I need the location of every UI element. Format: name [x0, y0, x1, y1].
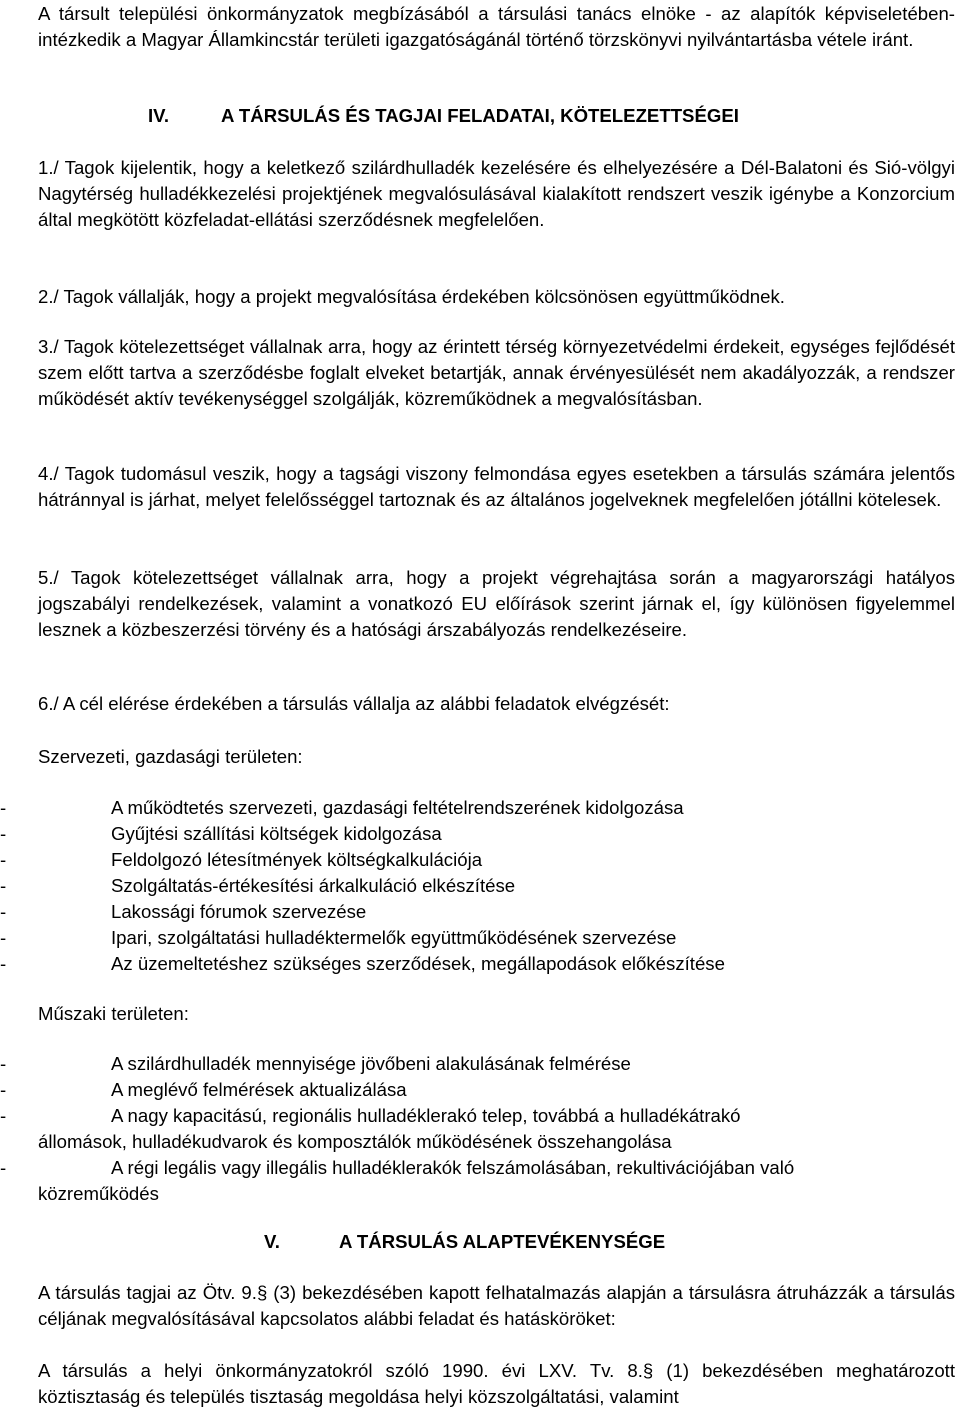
list-item-text: A régi legális vagy illegális hulladéklerakók felszámolásában, rekultivációjában való	[111, 1157, 795, 1178]
list-item-text: Feldolgozó létesítmények költségkalkulációja	[111, 849, 483, 870]
organizational-task-list	[0, 795, 960, 977]
list-item-text: A működtetés szervezeti, gazdasági feltételrendszerének kidolgozása	[111, 797, 684, 818]
list-item	[0, 795, 960, 821]
list-dash: -	[0, 875, 7, 896]
paragraph-1: 1./ Tagok kijelentik, hogy a keletkező szilárdhulladék kezelésére és elhelyezésére a Dél-Balatoni és Sió-völgyi Nagytérség hulladékkezelési projektjének megvalósulásával kialakított rendszert veszik igénybe a Konzorcium által megkötött közfeladat-ellátási szerződésnek megfelelően.	[38, 157, 955, 230]
paragraph-6: 6./ A cél elérése érdekében a társulás vállalja az alábbi feladatok elvégzését:	[38, 693, 670, 714]
list-item	[0, 951, 960, 977]
list-item-text: Lakossági fórumok szervezése	[111, 901, 367, 922]
list-item-text: A meglévő felmérések aktualizálása	[111, 1079, 407, 1100]
list-dash: -	[0, 927, 7, 948]
list-item	[0, 899, 960, 925]
closing-paragraph-1: A társulás tagjai az Ötv. 9.§ (3) bekezdésében kapott felhatalmazás alapján a társulásra átruházzák a társulás céljának megvalósításával kapcsolatos alábbi feladat és hatásköröket:	[38, 1282, 955, 1329]
list-item-text: A szilárdhulladék mennyisége jövőbeni alakulásának felmérése	[111, 1053, 631, 1074]
list-item	[0, 847, 960, 873]
list-dash: -	[0, 1105, 7, 1126]
list-item	[0, 1051, 960, 1077]
list-item-text: Ipari, szolgáltatási hulladéktermelők együttműködésének szervezése	[111, 927, 677, 948]
list-dash: -	[0, 901, 7, 922]
section-iv-title: A TÁRSULÁS ÉS TAGJAI FELADATAI, KÖTELEZETTSÉGEI	[221, 105, 739, 126]
list-item	[0, 925, 960, 951]
section-v-heading	[264, 1229, 665, 1255]
organizational-heading: Szervezeti, gazdasági területen:	[38, 746, 303, 767]
section-iv-number: IV.	[148, 105, 170, 126]
list-item	[0, 1155, 960, 1207]
list-item-text: Az üzemeltetéshez szükséges szerződések, megállapodások előkészítése	[111, 953, 725, 974]
list-dash: -	[0, 1079, 7, 1100]
intro-paragraph: A társult települési önkormányzatok megbízásából a társulási tanács elnöke - az alapítók képviseletében- intézkedik a Magyar Államkincstár területi igazgatóságánál történő törzskönyvi nyilvántartásba vétele iránt.	[38, 3, 955, 50]
section-iv-heading	[148, 103, 739, 129]
list-dash: -	[0, 849, 7, 870]
list-item	[0, 1077, 960, 1103]
list-item-continuation: közreműködés	[38, 1183, 159, 1204]
closing-paragraph-2: A társulás a helyi önkormányzatokról szóló 1990. évi LXV. Tv. 8.§ (1) bekezdésében meghatározott köztisztaság és település tisztaság megoldása helyi közszolgáltatási, valamint	[38, 1360, 955, 1407]
list-item-text: A nagy kapacitású, regionális hulladéklerakó telep, továbbá a hulladékátrakó	[111, 1105, 741, 1126]
list-item-continuation: állomások, hulladékudvarok és komposztálók működésének összehangolása	[38, 1131, 672, 1152]
list-item-text: Szolgáltatás-értékesítési árkalkuláció elkészítése	[111, 875, 516, 896]
list-dash: -	[0, 823, 7, 844]
list-dash: -	[0, 1157, 7, 1178]
section-v-title: A TÁRSULÁS ALAPTEVÉKENYSÉGE	[339, 1231, 666, 1252]
technical-heading: Műszaki területen:	[38, 1003, 189, 1024]
list-dash: -	[0, 953, 7, 974]
list-dash: -	[0, 1053, 7, 1074]
paragraph-2: 2./ Tagok vállalják, hogy a projekt megvalósítása érdekében kölcsönösen együttműködnek.	[38, 286, 785, 307]
list-item	[0, 873, 960, 899]
list-dash: -	[0, 797, 7, 818]
list-item-text: Gyűjtési szállítási költségek kidolgozása	[111, 823, 442, 844]
paragraph-4: 4./ Tagok tudomásul veszik, hogy a tagsági viszony felmondása egyes esetekben a társulás számára jelentős hátránnyal is járhat, melyet felelősséggel tartoznak és az általános jogelveknek megfelelően jótállni kötelesek.	[38, 463, 955, 510]
list-item	[0, 821, 960, 847]
section-v-number: V.	[264, 1231, 280, 1252]
list-item	[0, 1103, 960, 1155]
technical-task-list	[0, 1051, 960, 1207]
paragraph-3: 3./ Tagok kötelezettséget vállalnak arra, hogy az érintett térség környezetvédelmi érdekeit, egységes fejlődését szem előtt tartva a szerződésbe foglalt elveket betartják, annak érvényesülését nem akadályozzák, a rendszer működését aktív tevékenységgel szolgálják, közreműködnek a megvalósításban.	[38, 336, 955, 409]
paragraph-5: 5./ Tagok kötelezettséget vállalnak arra, hogy a projekt végrehajtása során a magyarországi hatályos jogszabályi rendelkezések, valamint a vonatkozó EU előírások szerint járnak el, így különösen figyelemmel lesznek a közbeszerzési törvény és a hatósági árszabályozás rendelkezéseire.	[38, 567, 955, 640]
